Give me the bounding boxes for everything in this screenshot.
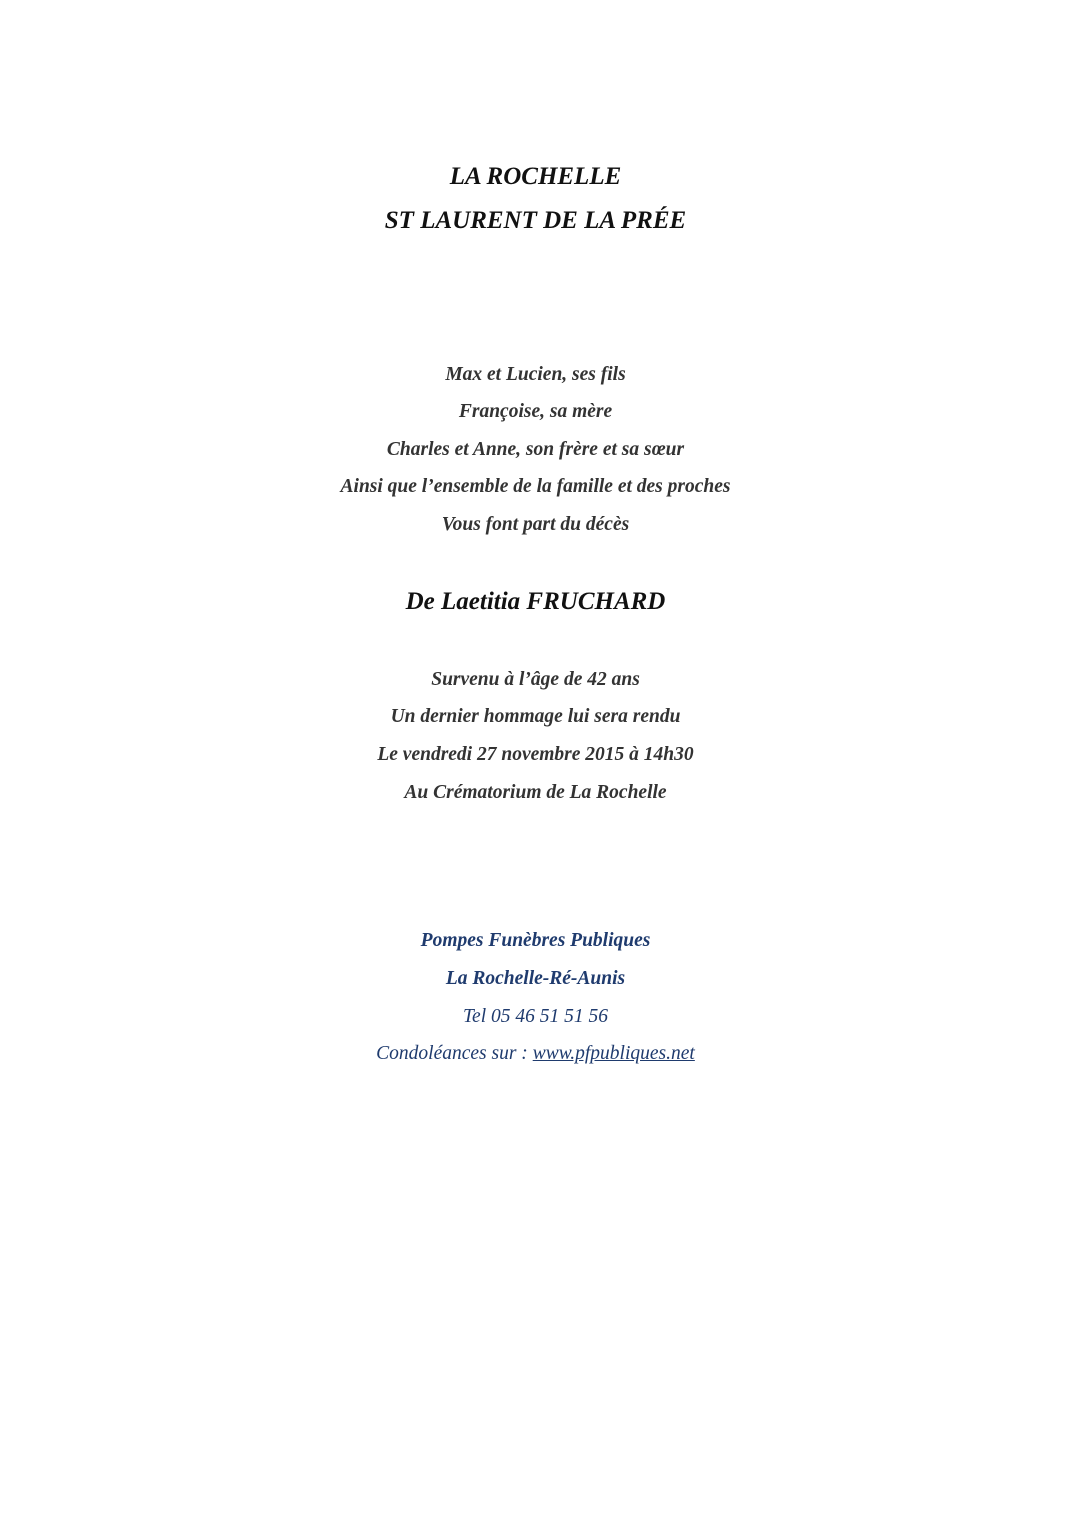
condolences-prefix: Condoléances sur : bbox=[376, 1043, 533, 1064]
family-line: Vous font part du décès bbox=[441, 514, 630, 535]
family-line: Ainsi que l’ensemble de la famille et des proches bbox=[340, 476, 731, 497]
funeral-home-location: La Rochelle-Ré-Aunis bbox=[445, 968, 626, 989]
funeral-home-phone: Tel 05 46 51 51 56 bbox=[462, 1006, 608, 1027]
header-locality: ST LAURENT DE LA PRÉE bbox=[384, 207, 687, 234]
family-line: Françoise, sa mère bbox=[458, 401, 613, 422]
family-line: Charles et Anne, son frère et sa sœur bbox=[386, 439, 685, 460]
family-line: Max et Lucien, ses fils bbox=[445, 364, 626, 385]
website-link[interactable]: www.pfpubliques.net bbox=[532, 1043, 695, 1064]
details-line: Le vendredi 27 novembre 2015 à 14h30 bbox=[377, 744, 694, 765]
deceased-name: De Laetitia FRUCHARD bbox=[405, 588, 666, 615]
header-city: LA ROCHELLE bbox=[449, 163, 622, 190]
details-line: Un dernier hommage lui sera rendu bbox=[390, 706, 681, 727]
condolences-line bbox=[0, 1043, 1071, 1065]
details-line: Survenu à l’âge de 42 ans bbox=[431, 669, 640, 690]
details-line: Au Crématorium de La Rochelle bbox=[404, 782, 667, 803]
funeral-home-name: Pompes Funèbres Publiques bbox=[420, 930, 651, 951]
